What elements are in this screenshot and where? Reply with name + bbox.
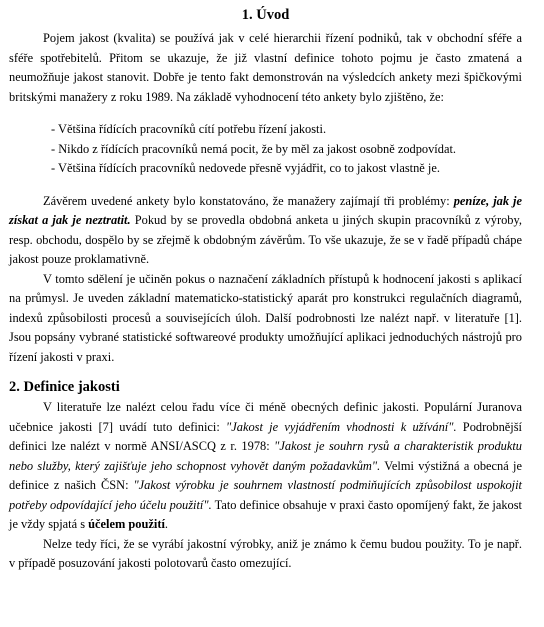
- conclusion-text-end: Pokud by se provedla obdobná anketa u jiných skupin pracovníků z výroby, resp. obchodu, dospělo by se zřejmě k obdobným závěrům. To vše ukazuje, že se v řadě případů chápe jakost pouze proklamativně.: [9, 213, 522, 266]
- list-item: - Většina řídících pracovníků cítí potřebu řízení jakosti.: [51, 122, 327, 136]
- section-1-heading: 1. Úvod: [241, 7, 290, 23]
- scope-paragraph: V tomto sdělení je učiněn pokus o naznačení základních přístupů k hodnocení jakosti s aplikací na průmysl. Je uveden základní matematicko-statistický aparát pro konstrukci regulačních diagramů, indexů způsobilosti procesů a souvisejících úloh. Další podrobnosti lze nalézt např. v literatuře [1]. Jsou popsány vybrané statistické softwareové produkty umožňující aplikaci jednoduchých nástrojů pro řízení jakosti v praxi.: [9, 271, 522, 364]
- survey-results-list: [9, 120, 522, 179]
- purpose-of-use-emphasis: účelem použití: [88, 517, 165, 531]
- csn-definition-quote: "Jakost výrobku je souhrnem vlastností podmiňujících způsobilost uspokojit potřeby odpovídající jeho účelu použití".: [9, 478, 522, 512]
- closing-paragraph: Nelze tedy říci, že se vyrábí jakostní výrobky, aniž je známo k čemu budou použity. To je např. v případě posuzování jakosti polotovarů často omezující.: [9, 536, 522, 570]
- definitions-text-2: Podrobnější definici lze nalézt v normě ANSI/ASCQ z r. 1978:: [9, 419, 522, 453]
- definitions-text-4: Tato definice obsahuje v praxi často opomíjený fakt, že jakost je vždy spjatá s: [9, 497, 523, 531]
- document-page: [9, 6, 522, 574]
- conclusion-text-start: Závěrem uvedené ankety bylo konstatováno, že manažery zajímají tři problémy:: [43, 193, 450, 208]
- definitions-text-end: .: [164, 517, 169, 531]
- ansi-definition-quote: "Jakost je souhrn rysů a charakteristik produktu nebo služby, který zajišťuje jeho schopnost vyhovět daným požadavkům".: [9, 439, 522, 473]
- intro-paragraph: Pojem jakost (kvalita) se používá jak v celé hierarchii řízení podniků, tak v obchodní sféře a sféře spotřebitelů. Přitom se ukazuje, že již vlastní definice tohoto pojmu je často zmatená a neumožňuje jakost stanovit. Dobře je tento fakt demonstrován na výsledcích ankety mezi špičkovými britskými manažery z roku 1989. Na základě vyhodnocení této ankety bylo zjištěno, že:: [9, 31, 522, 104]
- conclusion-emphasis: peníze, jak je získat a jak je neztratit.: [9, 193, 522, 227]
- definitions-text-3: Velmi výstižná a obecná je definice z našich ČSN:: [9, 458, 522, 492]
- juran-definition-quote: "Jakost je vyjádřením vhodnosti k užívání".: [226, 419, 457, 434]
- section-2-heading: 2. Definice jakosti: [9, 379, 120, 395]
- conclusion-paragraph: [9, 192, 522, 270]
- definitions-text-1: V literatuře lze nalézt celou řadu více či méně obecných definic jakosti. Populární Juranova učebnice jakosti [7] uvádí tuto definici:: [9, 400, 522, 434]
- list-item: - Nikdo z řídících pracovníků nemá pocit, že by měl za jakost osobně zodpovídat.: [51, 141, 456, 156]
- definitions-paragraph: [9, 398, 522, 535]
- list-item: - Většina řídících pracovníků nedovede přesně vyjádřit, co to jakost vlastně je.: [51, 161, 440, 175]
